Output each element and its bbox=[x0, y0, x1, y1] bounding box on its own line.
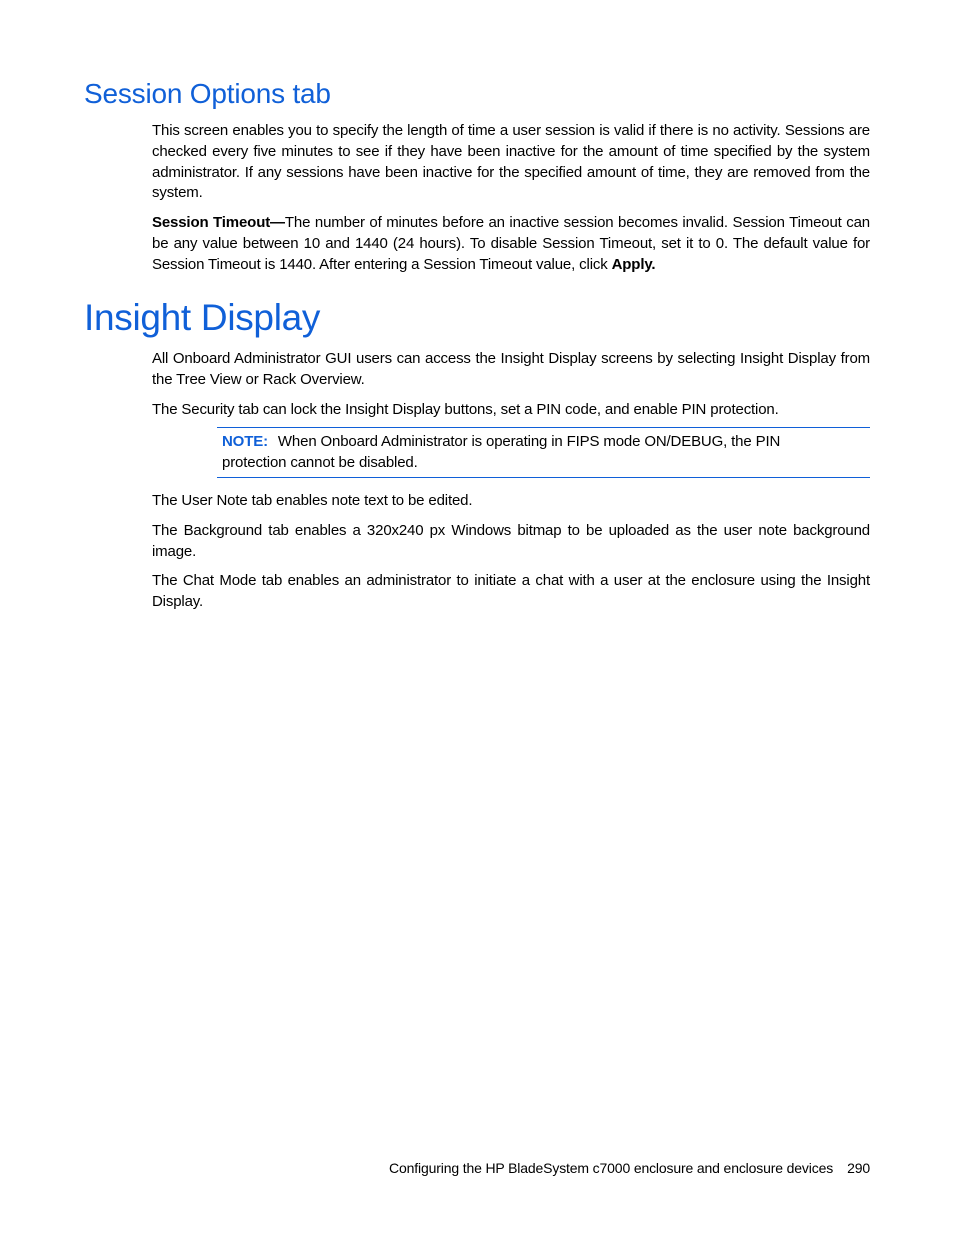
session-options-intro: This screen enables you to specify the length of time a user session is valid if there is no activity. Sessions are checked every five minutes to see if they have been inactive for the amount of time specified by the system administrator. If any sessions have been inactive for the specified amount of time, they are removed from the system. bbox=[152, 122, 870, 202]
footer-title: Configuring the HP BladeSystem c7000 enclosure and enclosure devices bbox=[389, 1160, 834, 1176]
page-number: 290 bbox=[847, 1160, 870, 1176]
section-heading-insight-display: Insight Display bbox=[84, 297, 321, 338]
session-timeout-term: Session Timeout— bbox=[152, 214, 285, 231]
page-footer bbox=[389, 1158, 870, 1178]
note-content bbox=[222, 432, 822, 474]
insight-display-access-paragraph: All Onboard Administrator GUI users can access the Insight Display screens by selecting Insight Display from the Tree View or Rack Overview. bbox=[152, 350, 870, 388]
section-heading-session-options: Session Options tab bbox=[84, 78, 331, 109]
chat-mode-tab-paragraph: The Chat Mode tab enables an administrator to initiate a chat with a user at the enclosure using the Insight Display. bbox=[152, 572, 870, 610]
note-box bbox=[217, 427, 870, 478]
security-tab-paragraph: The Security tab can lock the Insight Display buttons, set a PIN code, and enable PIN protection. bbox=[152, 401, 779, 418]
background-tab-paragraph: The Background tab enables a 320x240 px Windows bitmap to be uploaded as the user note background image. bbox=[152, 522, 870, 560]
session-timeout-description bbox=[152, 213, 870, 275]
note-label: NOTE: bbox=[222, 433, 268, 450]
user-note-tab-paragraph: The User Note tab enables note text to be edited. bbox=[152, 492, 473, 509]
apply-action-label: Apply. bbox=[611, 255, 656, 273]
session-timeout-text: The number of minutes before an inactive session becomes invalid. Session Timeout can be any value between 10 and 1440 (24 hours). To disable Session Timeout, set it to 0. The default value for Session Timeout is 1440. After entering a Session Timeout value, click bbox=[152, 214, 870, 273]
note-text: When Onboard Administrator is operating in FIPS mode ON/DEBUG, the PIN protection cannot be disabled. bbox=[222, 433, 781, 471]
